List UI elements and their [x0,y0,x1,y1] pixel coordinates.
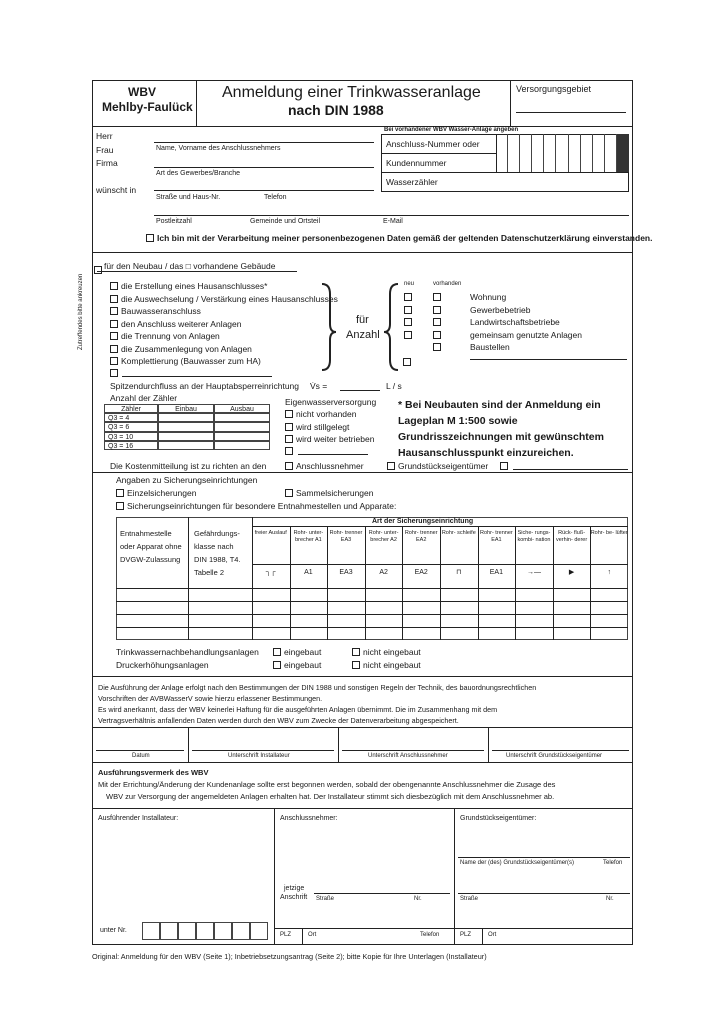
safety-type-header: Rohr- unter- brecher A1 [293,530,324,543]
meter-cell[interactable] [158,422,214,431]
safety-type-header: Rohr- trenner EA2 [404,530,438,543]
anzahl-label: Anzahl [346,329,380,341]
safety-type-header: Rohr- unter- brecher A2 [368,530,399,543]
safety-type-header: Rohr- trenner EA1 [480,530,513,543]
installer-label: Ausführender Installateur: [98,815,179,822]
own-supply-label: Eigenwasserversorgung [285,397,377,407]
name-label: Name, Vorname des Anschlussnehmers [156,145,281,152]
application-option-label: die Zusammenlegung von Anlagen [121,343,252,354]
application-option-label: den Anschluss weiterer Anlagen [121,318,242,329]
street-label: Straße und Haus-Nr. [156,194,221,201]
owner-label: Grundstückseigentümer: [460,815,537,822]
phone-label: Telefon [264,194,287,201]
meter-cell[interactable] [158,413,214,422]
conn-city-label: Ort [308,932,317,938]
flow-field[interactable] [340,390,380,391]
execution-text-1: Mit der Errichtung/Änderung der Kundenanlage sollte erst begonnen werden, sobald der obengenannte Anschlussnehmer die Zusage des [98,780,556,789]
sig-connector: Unterschrift Anschlussnehmer [368,753,448,759]
safety-entry-row[interactable] [116,627,628,628]
sig-installer: Unterschrift Installateur [228,753,290,759]
owner-street-label: Straße [460,896,479,902]
meter-cell[interactable] [214,422,270,431]
owner-nr-label: Nr. [606,896,614,902]
safety-col1-label: Entnahmestelle [120,529,172,538]
safety-type-header: freier Auslauf [254,530,287,536]
notice-text: * Bei Neubauten sind der Anmeldung ein Lageplan M 1:500 sowie Grundrisszeichnungen mit gewünschtem Hausanschlusspunkt einzureichen. [398,399,604,459]
own-supply-option[interactable] [285,434,374,444]
sig-date: Datum [132,753,150,759]
meter-row-label: Q3 = 16 [104,441,158,450]
usage-label: Wohnung [470,292,507,302]
salutation-firma[interactable]: Firma [96,158,118,168]
conn-phone-label: Telefon [420,932,440,938]
treatment-not-installed[interactable]: nicht eingebaut [352,647,421,657]
conn-street-label: Straße [316,896,335,902]
application-option-label: Komplettierung (Bauwasser zum HA) [121,356,261,366]
safety-col2-label: klasse nach [194,542,234,551]
business-label: Art des Gewerbes/Branche [156,170,241,177]
existing-label: Bei vorhandener WBV Wasser-Anlage angeben [384,127,519,133]
owner-phone-label: Telefon [603,860,623,866]
under-nr-cell[interactable] [232,922,250,940]
checkbox[interactable] [285,435,293,443]
safety-type-header: Siche- rungs- kombi- nation [517,530,551,543]
safety-entry-row[interactable] [116,601,628,602]
connector-label: Anschlussnehmer: [280,815,338,822]
legal-text-1: Die Ausführung der Anlage erfolgt nach den Bestimmungen der DIN 1988 und sonstigen Regeln der Technik, des bauordnungsrechtlichen [98,683,537,692]
usage-label: Baustellen [470,342,510,352]
safety-group-header: Art der Sicherungseinrichtung [372,518,474,525]
meter-cell[interactable] [158,432,214,441]
salutation-herr[interactable]: Herr [96,131,113,141]
meter-cell[interactable] [214,441,270,450]
usage-label: Landwirtschaftsbetriebe [470,317,560,327]
safety-type-header: Rohr- be- lüfter [590,530,628,536]
meter-label: Wasserzähler [386,177,438,187]
salutation-frau[interactable]: Frau [96,145,114,155]
owner-city-label: Ort [488,932,497,938]
application-option-label: die Trennung von Anlagen [121,331,220,341]
safety-entry-row[interactable] [116,588,628,589]
treatment-installed[interactable]: eingebaut [273,647,321,657]
meter-row-label: Q3 = 4 [104,413,158,422]
meter-count-label: Anzahl der Zähler [110,393,178,403]
usage-label: gemeinsam genutzte Anlagen [470,329,582,340]
own-supply-option[interactable] [285,409,357,419]
own-supply-label: nicht vorhanden [296,409,357,419]
own-supply-label: wird weiter betrieben [296,434,375,444]
cost-option-other[interactable] [500,461,511,471]
fuer-label: für [356,314,369,326]
safety-type-symbol: A1 [304,569,313,576]
meter-cell[interactable] [214,413,270,422]
under-nr-cell[interactable] [250,922,268,940]
privacy-consent[interactable]: Ich bin mit der Verarbeitung meiner personenbezogenen Daten gemäß der geltenden Datenschutzerklärung einverstanden. [146,233,652,243]
legal-text-3: Es wird anerkannt, dass der WBV keinerlei Haftung für die ausgeführten Anlagen übernimmt. Die im Zusammenhang mit dem [98,705,498,714]
conn-zip-label: PLZ [280,932,292,938]
safety-type-symbol: EA3 [339,569,353,576]
under-nr-cell[interactable] [178,922,196,940]
col-neu: neu [404,281,415,287]
meter-col-header: Zähler [104,404,158,413]
safety-type-header: Rück- fluß- verhin- derer [556,530,588,543]
flow-symbol: V̇s = [310,381,328,391]
org-location: Mehlby-Faulück [102,100,193,114]
treatment-label: Trinkwassernachbehandlungsanlagen [116,647,259,657]
safety-type-symbol: ┐┌ [265,569,276,576]
safety-title: Angaben zu Sicherungseinrichtungen [116,475,258,485]
meter-row-label: Q3 = 6 [104,422,158,431]
special-safety[interactable]: Sicherungseinrichtungen für besondere Entnahmestellen und Apparate: [116,501,396,511]
cost-label: Die Kostenmitteilung ist zu richten an den [110,461,267,471]
wuenscht-in-label: wünscht in [96,185,137,195]
checkbox[interactable] [285,423,293,431]
checkbox[interactable] [285,410,293,418]
meter-col-header: Ausbau [214,404,270,413]
meter-cell[interactable] [214,432,270,441]
safety-col2-label: Gefährdungs- [194,529,240,538]
meter-cell[interactable] [158,441,214,450]
meter-row-label: Q3 = 10 [104,432,158,441]
safety-type-symbol: EA2 [414,569,428,576]
flow-unit: L / s [386,381,402,391]
safety-col1-label: oder Apparat ohne [120,542,182,551]
page-title: Anmeldung einer Trinkwasseranlage [222,84,481,101]
legal-text-2: Vorschriften der AVBWasserV sowie hierzu erlassener Bestimmungen. [98,694,323,703]
safety-entry-row[interactable] [116,614,628,615]
sig-owner: Unterschrift Grundstückseigentümer [506,753,603,759]
safety-col2-label: DIN 1988, T4. [194,555,241,564]
owner-name-label: Name der (des) Grundstückseigentümer(s) [460,860,575,866]
under-nr-cell[interactable] [142,922,160,940]
cost-option-owner[interactable]: Grundstückseigentümer [387,461,488,471]
usage-label: Gewerbebetrieb [470,304,531,315]
safety-type-symbol: ↑ [607,569,611,576]
org-name: WBV [128,85,156,99]
safety-col2-label: Tabelle 2 [194,568,225,577]
application-option-label: die Erstellung eines Hausanschlusses* [121,281,268,291]
col-vorhanden: vorhanden [433,281,462,287]
pressure-not-installed[interactable]: nicht eingebaut [352,660,421,670]
meter-col-header: Einbau [158,404,214,413]
email-label: E-Mail [383,218,403,225]
own-supply-option[interactable] [285,422,349,432]
under-nr-cell[interactable] [196,922,214,940]
safety-type-symbol: ⊓ [456,569,462,576]
safety-type-symbol: A2 [379,569,388,576]
address-label: Anschrift [280,894,308,901]
pressure-label: Druckerhöhungsanlagen [116,660,209,670]
own-supply-label: wird stillgelegt [296,421,350,432]
conn-nr-label: Nr. [414,896,422,902]
safety-type-symbol: EA1 [489,569,503,576]
cost-option-connector[interactable]: Anschlussnehmer [285,461,364,471]
single-safety[interactable]: Einzelsicherungen [116,488,196,498]
customer-number-label: Kundennummer [386,158,447,168]
supply-area-label: Versorgungsgebiet [516,84,592,94]
under-nr-cell[interactable] [160,922,178,940]
safety-type-header: Rohr- schleife [441,530,476,536]
connection-number-label: Anschluss-Nummer oder [386,139,480,149]
safety-type-header: Rohr- trenner EA3 [329,530,363,543]
legal-text-4: Vertragsverhältnis anfallenden Daten werden durch den WBV zum Zwecke der Datenverarbeitung abgespeichert. [98,716,459,725]
application-option-label: die Auswechselung / Verstärkung eines Hausanschlusses [121,293,338,304]
footer-note: Original: Anmeldung für den WBV (Seite 1); Inbetriebsetzungsantrag (Seite 2); bitte Kopie für Ihre Unterlagen (Installateur) [92,952,487,961]
pressure-installed[interactable]: eingebaut [273,660,321,670]
under-nr-cell[interactable] [214,922,232,940]
owner-zip-label: PLZ [460,932,472,938]
execution-title: Ausführungsvermerk des WBV [98,768,209,777]
execution-text-2: WBV zur Versorgung der angemeldeten Anlagen erhalten hat. Der Installateur stimmt sich diesbezüglich mit dem Anschlussnehmer ab. [106,792,555,801]
under-nr-label: unter Nr. [100,927,127,934]
safety-type-symbol: →— [526,569,541,576]
safety-type-symbol: ▶ [568,569,575,576]
current-label: jetzige [284,885,305,892]
building-line[interactable]: für den Neubau / das □ vorhandene Gebäude [104,261,276,271]
application-option-label: Bauwasseranschluss [121,306,201,316]
side-label: Zutreffendes bitte ankreuzen [78,273,84,350]
collective-safety[interactable]: Sammelsicherungen [285,488,373,498]
flow-label: Spitzendurchfluss an der Hauptabsperreinrichtung [110,381,300,391]
zip-label: Postleitzahl [156,218,192,225]
page-subtitle: nach DIN 1988 [288,102,384,118]
safety-col1-label: DVGW-Zulassung [120,555,181,564]
city-label: Gemeinde und Ortsteil [250,218,321,225]
